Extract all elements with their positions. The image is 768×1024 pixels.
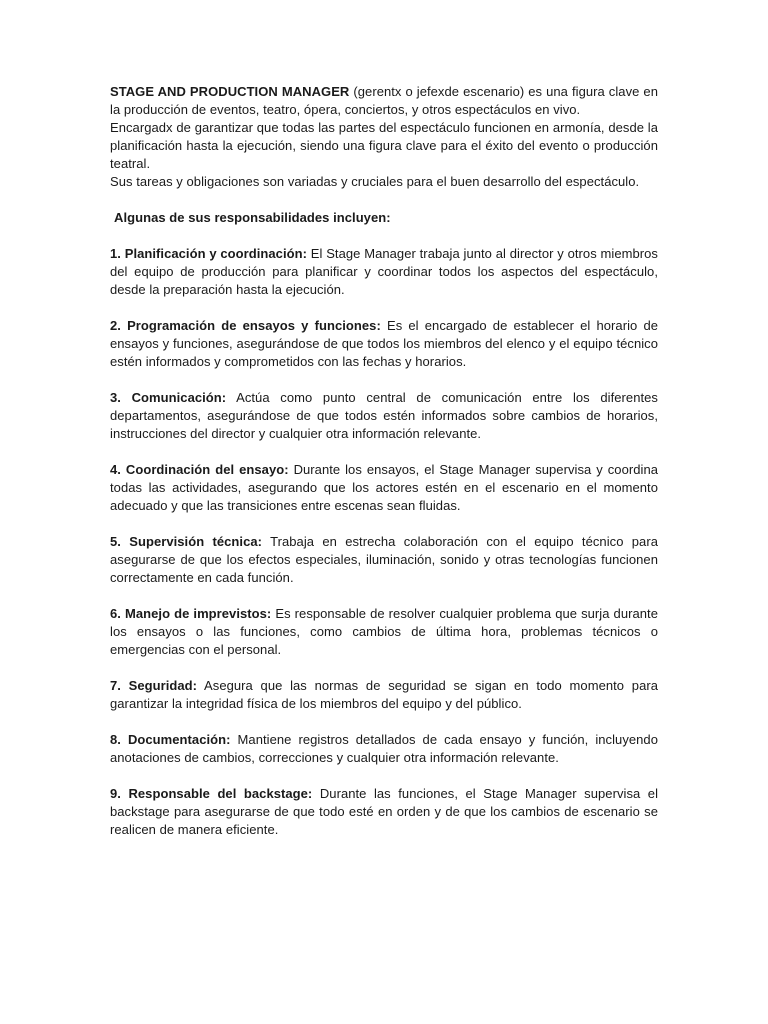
item-text: Mantiene registros detallados de cada ensayo y función, incluyendo anotaciones de cambios, correcciones y cualquier otra información relevante.	[110, 732, 658, 765]
intro-sentence-1: (gerentx o jefexde escenario) es una figura clave en la producción de eventos, teatro, ópera, conciertos, y otros espectáculos en vivo.	[110, 84, 658, 117]
item-text: Durante los ensayos, el Stage Manager supervisa y coordina todas las actividades, asegurando que los actores estén en el escenario en el momento adecuado y que las transiciones entre escenas sean fluidas.	[110, 462, 659, 513]
document-page	[110, 83, 658, 839]
item-label: 9. Responsable del backstage:	[110, 786, 313, 801]
list-item	[110, 731, 658, 767]
item-label: 6. Manejo de imprevistos:	[110, 606, 272, 621]
list-item	[110, 245, 658, 299]
intro-section	[110, 83, 658, 191]
list-item	[110, 461, 658, 515]
intro-paragraph-1	[110, 83, 658, 119]
item-text: Actúa como punto central de comunicación entre los diferentes departamentos, asegurándose de que todos estén informados sobre cambios de horarios, instrucciones del director y cualquier otra información relevante.	[110, 390, 658, 441]
document-title: STAGE AND PRODUCTION MANAGER	[110, 84, 350, 99]
item-text: Es responsable de resolver cualquier problema que surja durante los ensayos o las funciones, como cambios de última hora, problemas técnicos o emergencias con el personal.	[110, 606, 658, 657]
item-label: 1. Planificación y coordinación:	[110, 246, 307, 261]
item-label: 4. Coordinación del ensayo:	[110, 462, 289, 477]
item-text: Es el encargado de establecer el horario de ensayos y funciones, asegurándose de que todos los miembros del elenco y el equipo técnico estén informados y comprometidos con las fechas y horarios.	[110, 318, 659, 369]
list-item	[110, 317, 658, 371]
intro-paragraph-2: Encargadx de garantizar que todas las partes del espectáculo funcionen en armonía, desde la planificación hasta la ejecución, siendo una figura clave para el éxito del evento o producción teatral.	[110, 120, 658, 171]
item-label: 8. Documentación:	[110, 732, 231, 747]
item-label: 2. Programación de ensayos y funciones:	[110, 318, 381, 333]
list-item	[110, 389, 658, 443]
item-text: Durante las funciones, el Stage Manager supervisa el backstage para asegurarse de que todo esté en orden y de que los cambios de escenario se realicen de manera eficiente.	[110, 786, 659, 837]
item-text: El Stage Manager trabaja junto al director y otros miembros del equipo de producción para planificar y coordinar todos los aspectos del espectáculo, desde la preparación hasta la ejecución.	[110, 246, 658, 297]
responsibilities-list	[110, 245, 658, 839]
list-item	[110, 785, 658, 839]
responsibilities-heading: Algunas de sus responsabilidades incluyen:	[114, 210, 391, 225]
item-label: 3. Comunicación:	[110, 390, 227, 405]
item-label: 5. Supervisión técnica:	[110, 534, 263, 549]
item-text: Asegura que las normas de seguridad se sigan en todo momento para garantizar la integridad física de los miembros del equipo y del público.	[110, 678, 659, 711]
item-text: Trabaja en estrecha colaboración con el equipo técnico para asegurarse de que los efectos especiales, iluminación, sonido y otras tecnologías funcionen correctamente en cada función.	[110, 534, 658, 585]
list-item	[110, 605, 658, 659]
list-item	[110, 677, 658, 713]
intro-paragraph-3: Sus tareas y obligaciones son variadas y cruciales para el buen desarrollo del espectáculo.	[110, 174, 640, 189]
list-item	[110, 533, 658, 587]
item-label: 7. Seguridad:	[110, 678, 198, 693]
